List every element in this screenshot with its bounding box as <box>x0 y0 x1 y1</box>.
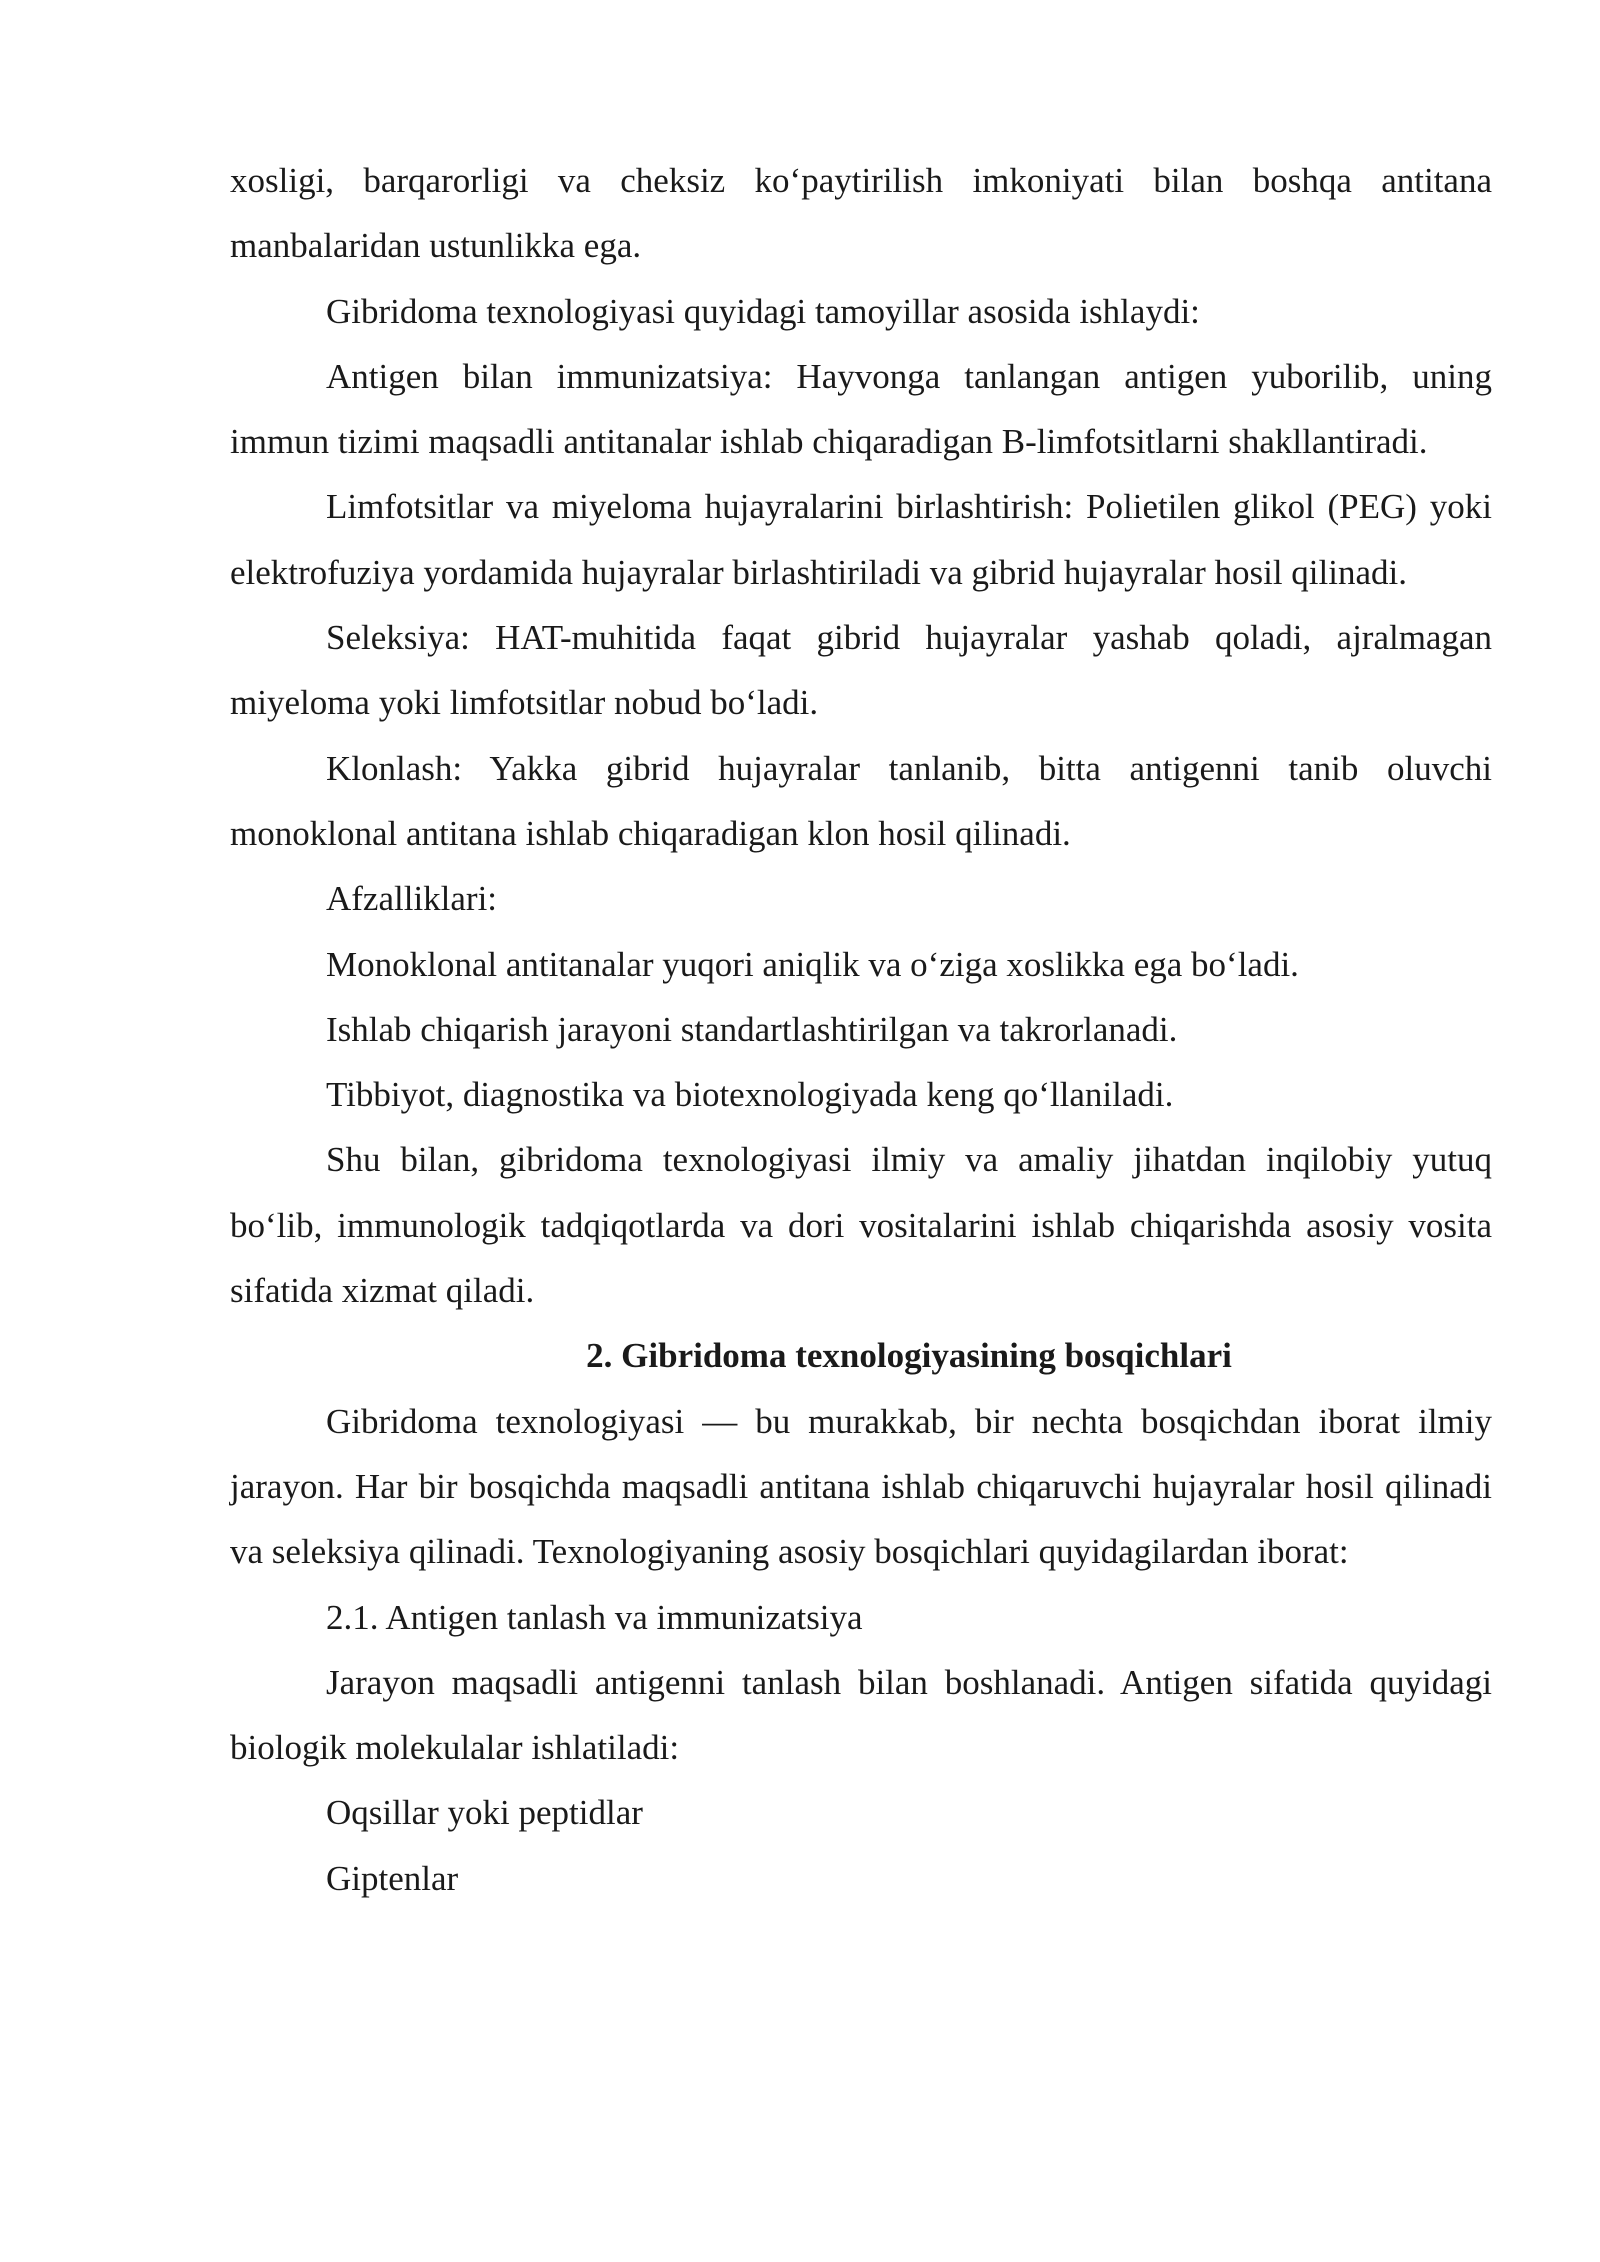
list-item-advantage-2: Ishlab chiqarish jarayoni standartlashtirilgan va takrorlanadi. <box>326 1009 1178 1049</box>
paragraph-advantages-heading: Afzalliklari: <box>326 879 498 919</box>
paragraph-antigen-selection: Jarayon maqsadli antigenni tanlash bilan boshlanadi. Antigen sifatida quyidagi biologik molekulalar ishlatiladi: <box>230 1662 1492 1768</box>
list-item-haptens: Giptenlar <box>326 1858 459 1898</box>
subsection-heading: 2.1. Antigen tanlash va immunizatsiya <box>326 1597 863 1637</box>
list-item-advantage-1: Monoklonal antitanalar yuqori aniqlik va o‘ziga xoslikka ega bo‘ladi. <box>326 944 1299 984</box>
paragraph-conclusion: Shu bilan, gibridoma texnologiyasi ilmiy va amaliy jihatdan inqilobiy yutuq bo‘lib, immunologik tadqiqotlarda va dori vositalarini ishlab chiqarishda asosiy vosita sifatida xizmat qiladi. <box>230 1140 1492 1311</box>
list-item-proteins: Oqsillar yoki peptidlar <box>326 1793 643 1833</box>
paragraph-section-intro: Gibridoma texnologiyasi — bu murakkab, bir nechta bosqichdan iborat ilmiy jarayon. Har bir bosqichda maqsadli antitana ishlab chiqaruvchi hujayralar hosil qilinadi va seleksiya qilinadi. Texnologiyaning asosiy bosqichlari quyidagilardan iborat: <box>230 1401 1492 1572</box>
paragraph-fusion: Limfotsitlar va miyeloma hujayralarini birlashtirish: Polietilen glikol (PEG) yoki elektrofuziya yordamida hujayralar birlashtiriladi va gibrid hujayralar hosil qilinadi. <box>230 487 1492 592</box>
document-page <box>230 148 1492 1911</box>
paragraph-immunization: Antigen bilan immunizatsiya: Hayvonga tanlangan antigen yuborilib, uning immun tizimi maqsadli antitanalar ishlab chiqaradigan B-limfotsitlarni shakllantiradi. <box>230 356 1492 462</box>
paragraph-selection: Seleksiya: HAT-muhitida faqat gibrid hujayralar yashab qoladi, ajralmagan miyeloma yoki limfotsitlar nobud bo‘ladi. <box>230 618 1492 723</box>
paragraph-cloning: Klonlash: Yakka gibrid hujayralar tanlanib, bitta antigenni tanib oluvchi monoklonal antitana ishlab chiqaradigan klon hosil qilinadi. <box>230 748 1492 853</box>
paragraph-continuation: xosligi, barqarorligi va cheksiz ko‘paytirilish imkoniyati bilan boshqa antitana manbalaridan ustunlikka ega. <box>230 161 1492 266</box>
section-heading: 2. Gibridoma texnologiyasining bosqichlari <box>586 1336 1232 1376</box>
list-item-advantage-3: Tibbiyot, diagnostika va biotexnologiyada keng qo‘llaniladi. <box>326 1075 1174 1115</box>
paragraph-principles-intro: Gibridoma texnologiyasi quyidagi tamoyillar asosida ishlaydi: <box>326 291 1200 331</box>
